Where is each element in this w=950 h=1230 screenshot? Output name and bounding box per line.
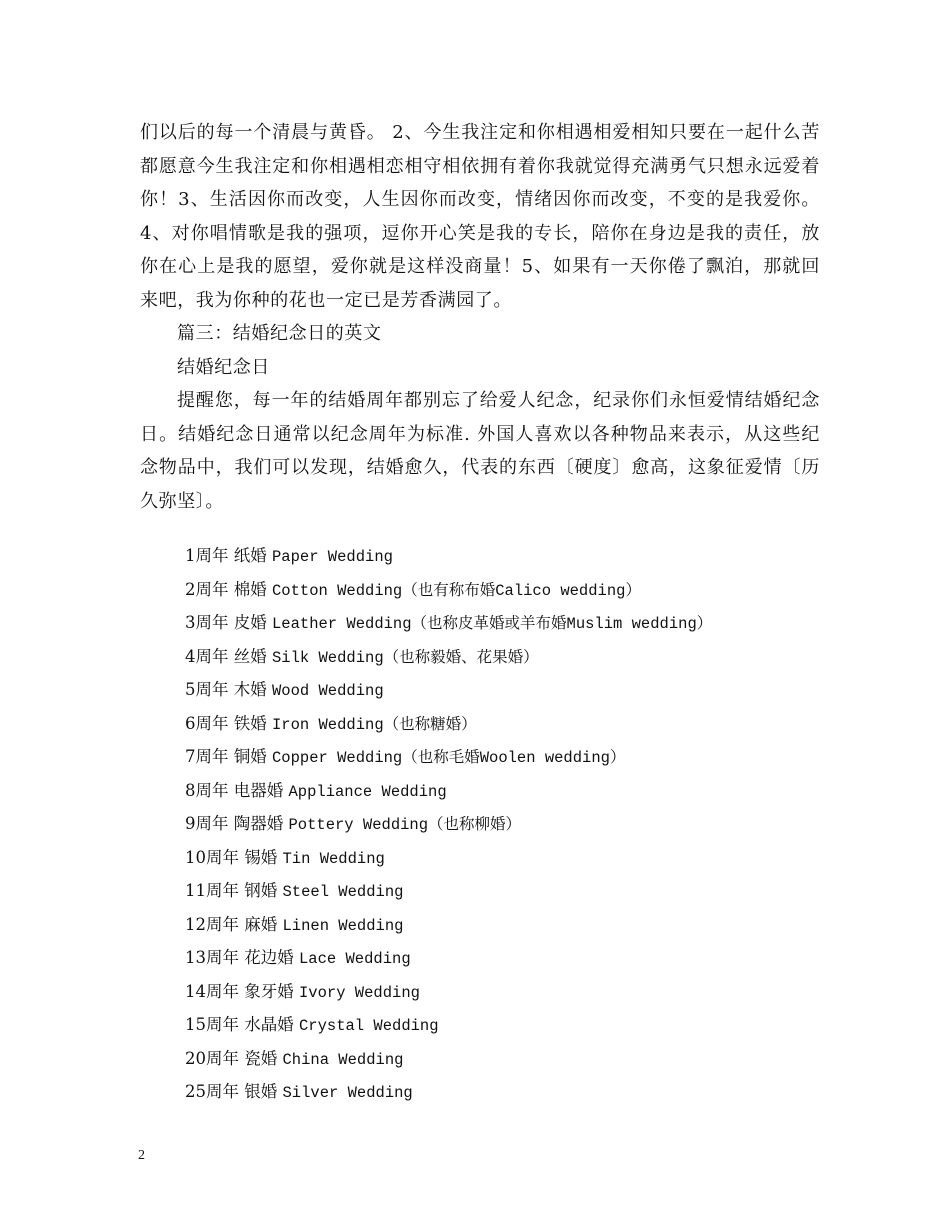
list-item	[185, 539, 825, 573]
anniversary-english: Lace Wedding	[299, 950, 411, 968]
anniversary-english: Cotton Wedding（也有称布婚Calico wedding）	[272, 581, 641, 600]
anniversary-year: 11周年	[185, 881, 239, 900]
intro-paragraph: 提醒您，每一年的结婚周年都别忘了给爱人纪念，纪录你们永恒爱情结婚纪念日。结婚纪念日通常以纪念周年为标准. 外国人喜欢以各种物品来表示，从这些纪念物品中，我们可以发现，结婚愈久，代表的东西〔硬度〕愈高，这象征爱情〔历久弥坚〕。	[140, 390, 820, 512]
anniversary-name: 陶器婚	[233, 814, 284, 833]
list-item	[185, 740, 825, 774]
anniversary-year: 15周年	[185, 1015, 239, 1034]
list-item	[185, 807, 825, 841]
anniversary-year: 12周年	[185, 914, 239, 934]
anniversary-english: Appliance Wedding	[288, 782, 447, 801]
anniversary-english: Linen Wedding	[282, 916, 404, 935]
anniversary-name: 铁婚	[233, 713, 267, 733]
anniversary-english: Ivory Wedding	[299, 983, 420, 1002]
anniversary-name: 电器婚	[233, 780, 284, 800]
list-item	[185, 1075, 825, 1109]
anniversary-name: 皮婚	[233, 613, 267, 632]
anniversary-english: Wood Wedding	[272, 682, 384, 700]
list-item	[185, 975, 825, 1009]
page-number: 2	[138, 1148, 145, 1163]
anniversary-year: 4周年	[185, 646, 229, 666]
list-item	[185, 673, 825, 707]
anniversary-year: 2周年	[185, 579, 229, 599]
document-body	[140, 116, 820, 518]
list-item	[185, 908, 825, 942]
anniversary-english: Paper Wedding	[272, 548, 393, 566]
list-item	[185, 1042, 825, 1076]
anniversary-english: Steel Wedding	[282, 883, 404, 901]
anniversary-year: 8周年	[185, 780, 229, 800]
anniversary-name: 瓷婚	[244, 1048, 278, 1068]
anniversary-english: Pottery Wedding（也称柳婚）	[288, 816, 522, 834]
list-item	[185, 640, 825, 674]
list-item	[185, 707, 825, 741]
list-item	[185, 841, 825, 875]
anniversary-year: 7周年	[185, 747, 229, 766]
anniversary-list	[185, 539, 825, 1109]
anniversary-year: 14周年	[185, 981, 239, 1001]
list-item	[185, 606, 825, 640]
anniversary-year: 9周年	[185, 814, 229, 833]
anniversary-english: Iron Wedding（也称糖婚）	[272, 715, 477, 734]
anniversary-name: 麻婚	[244, 914, 278, 934]
anniversary-english: Leather Wedding（也称皮革婚或羊布婚Muslim wedding）	[272, 615, 713, 633]
anniversary-name: 水晶婚	[244, 1015, 294, 1034]
anniversary-year: 13周年	[185, 948, 239, 967]
anniversary-year: 3周年	[185, 613, 229, 632]
love-quotes-paragraph: 们以后的每一个清晨与黄昏。 2、今生我注定和你相遇相爱相知只要在一起什么苦都愿意今生我注定和你相遇相恋相守相依拥有着你我就觉得充满勇气只想永远爱着你！3、生活因你而改变，人生因你而改变，情绪因你而改变，不变的是我爱你。4、对你唱情歌是我的强项，逗你开心笑是我的专长，陪你在身边是我的责任，放你在心上是我的愿望，爱你就是这样没商量！5、如果有一天你倦了飘泊，那就回来吧，我为你种的花也一定已是芳香满园了。	[140, 122, 820, 311]
anniversary-english: Silver Wedding	[282, 1084, 413, 1102]
anniversary-year: 5周年	[185, 680, 229, 699]
subsection-heading: 结婚纪念日	[177, 356, 270, 378]
list-item	[185, 941, 825, 975]
anniversary-year: 1周年	[185, 546, 229, 565]
anniversary-english: Silk Wedding（也称毅婚、花果婚）	[272, 648, 539, 667]
anniversary-name: 纸婚	[233, 546, 267, 565]
anniversary-name: 花边婚	[244, 948, 294, 967]
anniversary-english: Tin Wedding	[282, 849, 385, 868]
anniversary-english: Crystal Wedding	[299, 1017, 439, 1035]
anniversary-english: Copper Wedding（也称毛婚Woolen wedding）	[272, 749, 626, 767]
anniversary-name: 棉婚	[233, 579, 267, 599]
anniversary-name: 锡婚	[244, 847, 278, 867]
section-heading: 篇三：结婚纪念日的英文	[177, 323, 382, 344]
anniversary-year: 25周年	[185, 1082, 239, 1101]
anniversary-year: 10周年	[185, 847, 239, 867]
list-item	[185, 1008, 825, 1042]
anniversary-name: 丝婚	[233, 646, 267, 666]
anniversary-name: 木婚	[233, 680, 267, 699]
anniversary-english: China Wedding	[282, 1050, 404, 1069]
list-item	[185, 573, 825, 607]
anniversary-name: 象牙婚	[244, 981, 294, 1001]
anniversary-year: 20周年	[185, 1048, 239, 1068]
anniversary-name: 铜婚	[233, 747, 267, 766]
anniversary-year: 6周年	[185, 713, 229, 733]
anniversary-name: 银婚	[244, 1082, 278, 1101]
list-item	[185, 774, 825, 808]
anniversary-name: 钢婚	[244, 881, 278, 900]
list-item	[185, 874, 825, 908]
